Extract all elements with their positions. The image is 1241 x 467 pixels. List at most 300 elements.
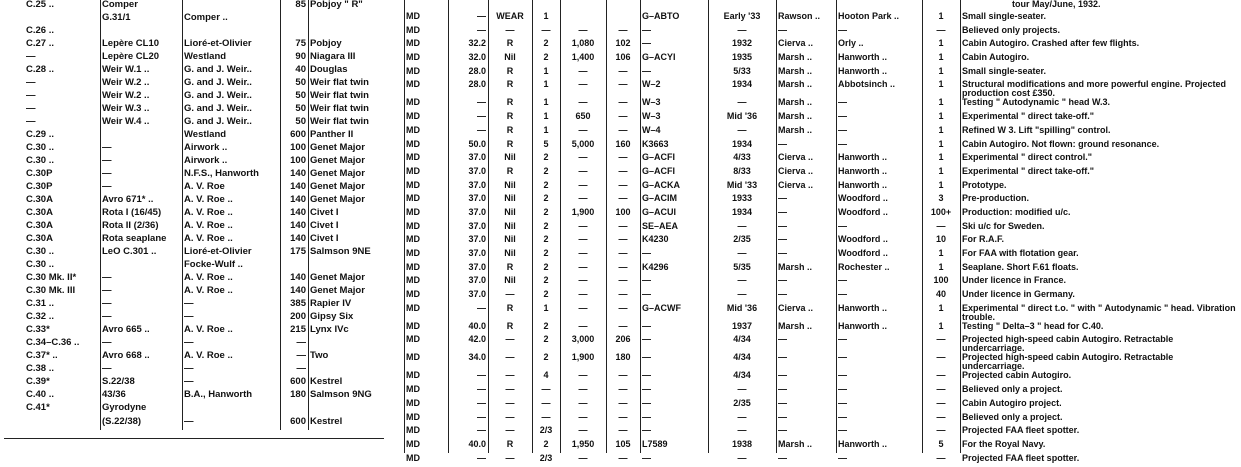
pilot-cell: — bbox=[778, 412, 787, 422]
place-cell: Rochester .. bbox=[838, 262, 890, 272]
engine-cell: Genet Major bbox=[310, 169, 365, 180]
fuel-cell: — bbox=[505, 25, 515, 35]
range-cell: 160 bbox=[615, 139, 631, 149]
range-cell: — bbox=[618, 25, 628, 35]
seats-cell: 5 bbox=[543, 139, 549, 149]
date-cell: — bbox=[737, 25, 747, 35]
diameter-cell: — bbox=[477, 25, 486, 35]
fuel-cell: R bbox=[506, 98, 514, 108]
table-row bbox=[24, 325, 380, 338]
seats-cell: 2 bbox=[543, 180, 549, 190]
pilot-cell: — bbox=[778, 426, 787, 436]
place-cell: — bbox=[838, 98, 847, 108]
column-rule bbox=[448, 0, 449, 453]
remark-cell: Cabin Autogiro project. bbox=[962, 398, 1062, 408]
weight-cell: — bbox=[578, 221, 588, 231]
range-cell: — bbox=[618, 385, 628, 395]
seats-cell: 2 bbox=[543, 235, 549, 245]
diameter-cell: 37.0 bbox=[468, 290, 486, 300]
range-cell: — bbox=[618, 426, 628, 436]
engine-cell: Douglas bbox=[310, 65, 348, 76]
pilot-cell: — bbox=[778, 453, 787, 463]
table-row bbox=[404, 276, 1240, 290]
maker-cell: Lioré-et-Olivier bbox=[184, 39, 252, 50]
number-cell: 1 bbox=[938, 112, 944, 122]
maker-cell bbox=[182, 403, 280, 416]
design-cell: G.31/1 bbox=[102, 13, 131, 24]
hp-cell: 40 bbox=[295, 65, 306, 76]
fuel-cell: Nil bbox=[504, 194, 516, 204]
registration-cell: W–2 bbox=[642, 80, 661, 90]
registration-cell: G–ACYI bbox=[642, 53, 676, 63]
remark-cell: Projected high-speed cabin Autogiro. Retractable undercarriage. bbox=[962, 335, 1174, 354]
column-rule bbox=[532, 0, 533, 453]
number-cell: 3 bbox=[938, 194, 944, 204]
table-row bbox=[404, 454, 1240, 467]
design-cell: — bbox=[102, 156, 112, 167]
fuel-cell: R bbox=[506, 125, 514, 135]
type-cell: C.38 .. bbox=[26, 364, 54, 375]
engine-cell: Weir flat twin bbox=[310, 78, 369, 89]
type-cell bbox=[24, 417, 100, 430]
hp-cell: 600 bbox=[290, 377, 306, 388]
type-cell: C.33* bbox=[26, 325, 50, 336]
diameter-cell: 37.0 bbox=[468, 221, 486, 231]
engine-cell bbox=[308, 364, 380, 377]
registration-cell: — bbox=[642, 249, 651, 258]
registration-cell: — bbox=[642, 453, 651, 463]
remark-cell: Projected FAA fleet spotter. bbox=[962, 453, 1080, 463]
type-cell: C.30 .. bbox=[26, 143, 54, 154]
fuel-cell: — bbox=[505, 426, 515, 436]
range-cell: — bbox=[618, 412, 628, 422]
fuel-cell: R bbox=[506, 439, 514, 449]
place-cell: Hanworth .. bbox=[838, 53, 887, 63]
bottom-rule bbox=[4, 438, 384, 439]
design-cell: — bbox=[102, 312, 112, 323]
type-cell: C.40 .. bbox=[26, 390, 54, 401]
weight-cell: — bbox=[578, 398, 588, 408]
seats-cell: 2 bbox=[543, 353, 549, 363]
number-cell: 1 bbox=[938, 321, 944, 331]
fuel-cell: R bbox=[506, 39, 514, 49]
remark-cell: Experimental " direct take-off." bbox=[962, 112, 1095, 122]
table-row bbox=[24, 403, 380, 416]
seats-cell: 1 bbox=[543, 80, 549, 90]
engine-cell: Weir flat twin bbox=[310, 117, 369, 128]
date-cell: 2/35 bbox=[733, 235, 751, 245]
table-row bbox=[404, 112, 1240, 126]
engine-cell: Salmson 9NG bbox=[310, 390, 372, 401]
table-row bbox=[24, 91, 380, 104]
design-cell: — bbox=[102, 338, 112, 349]
table-row bbox=[24, 39, 380, 52]
diameter-cell: — bbox=[477, 98, 486, 108]
table-row bbox=[404, 263, 1240, 277]
table-row bbox=[24, 143, 380, 156]
hp-cell: 140 bbox=[290, 221, 306, 232]
column-rule bbox=[640, 0, 641, 453]
diameter-cell: — bbox=[477, 398, 486, 408]
diameter-cell: 37.0 bbox=[468, 276, 486, 286]
remark-cell: Believed only a project. bbox=[962, 412, 1063, 422]
engine-cell: Civet I bbox=[310, 234, 339, 245]
column-rule bbox=[922, 0, 923, 453]
range-cell: — bbox=[618, 153, 628, 163]
remark-cell: Projected cabin Autogiro. bbox=[962, 371, 1072, 381]
seats-cell: — bbox=[541, 398, 551, 408]
type-cell: C.41* bbox=[26, 403, 50, 414]
seats-cell: 1 bbox=[543, 66, 549, 76]
maker-cell: Westland bbox=[184, 52, 227, 63]
engine-cell: Salmson 9NE bbox=[310, 247, 371, 258]
fuel-cell: Nil bbox=[504, 249, 516, 258]
hp-cell: — bbox=[296, 351, 306, 362]
date-cell: 5/33 bbox=[733, 66, 751, 76]
design-cell: Lepère CL10 bbox=[102, 39, 160, 50]
hp-cell: 85 bbox=[295, 0, 306, 10]
place-cell: Hanworth .. bbox=[838, 180, 887, 190]
design-cell: LeO C.301 .. bbox=[102, 247, 157, 258]
date-cell: 4/33 bbox=[733, 153, 751, 163]
number-cell: — bbox=[936, 385, 946, 395]
range-cell: — bbox=[618, 398, 628, 408]
design-cell: — bbox=[102, 273, 112, 284]
table-row bbox=[24, 364, 380, 377]
place-cell: Hanworth .. bbox=[838, 166, 887, 176]
date-cell: 8/33 bbox=[733, 166, 751, 176]
weight-cell: — bbox=[578, 453, 588, 463]
place-cell: Hanworth .. bbox=[838, 439, 887, 449]
registration-cell: L7589 bbox=[642, 439, 668, 449]
table-row bbox=[404, 39, 1240, 53]
date-cell: 1934 bbox=[731, 139, 753, 149]
fuel-cell: Nil bbox=[504, 276, 516, 286]
date-cell: — bbox=[737, 125, 747, 135]
weight-cell: — bbox=[578, 194, 588, 204]
weight-cell: — bbox=[578, 235, 588, 245]
engine-cell: Kestrel bbox=[310, 377, 343, 388]
weight-cell: — bbox=[578, 303, 588, 313]
md-cell: MD bbox=[406, 98, 420, 108]
md-cell: MD bbox=[406, 321, 420, 331]
date-cell: — bbox=[737, 385, 747, 395]
diameter-cell: — bbox=[477, 112, 486, 122]
table-row bbox=[24, 13, 380, 26]
design-cell: — bbox=[102, 143, 112, 154]
type-cell: C.32 .. bbox=[26, 312, 54, 323]
hp-cell: 140 bbox=[290, 182, 306, 193]
remark-cell: Small single-seater. bbox=[962, 12, 1047, 21]
maker-cell: G. and J. Weir.. bbox=[184, 65, 252, 76]
pilot-cell: Marsh .. bbox=[778, 66, 813, 76]
pilot-cell: Marsh .. bbox=[778, 112, 813, 122]
remark-cell: Small single-seater. bbox=[962, 66, 1047, 76]
date-cell: 5/35 bbox=[733, 262, 751, 272]
engine-cell: Genet Major bbox=[310, 195, 365, 206]
column-rule bbox=[776, 0, 777, 453]
diameter-cell: — bbox=[477, 453, 486, 463]
weight-cell: — bbox=[578, 166, 588, 176]
maker-cell: — bbox=[184, 312, 194, 323]
md-cell: MD bbox=[406, 53, 420, 63]
column-rule bbox=[404, 0, 405, 453]
weight-cell: 5,000 bbox=[571, 139, 595, 149]
place-cell: — bbox=[838, 221, 847, 231]
fuel-cell: R bbox=[506, 80, 514, 90]
hp-cell: 100 bbox=[290, 143, 306, 154]
design-cell: — bbox=[102, 169, 112, 180]
hp-cell: 140 bbox=[290, 169, 306, 180]
registration-cell: G–ACWF bbox=[642, 303, 681, 313]
hp-cell: 140 bbox=[290, 286, 306, 297]
design-cell: Rota seaplane bbox=[102, 234, 167, 245]
column-rule bbox=[960, 0, 961, 453]
right-table-panel bbox=[404, 0, 1241, 463]
diameter-cell: 37.0 bbox=[468, 207, 486, 217]
range-cell: — bbox=[618, 180, 628, 190]
table-row bbox=[24, 273, 380, 286]
table-row bbox=[404, 249, 1240, 263]
type-cell: C.30 .. bbox=[26, 247, 54, 258]
number-cell: 1 bbox=[938, 249, 944, 258]
place-cell: — bbox=[838, 412, 847, 422]
column-rule bbox=[280, 0, 281, 430]
pilot-cell: Cierva .. bbox=[778, 303, 814, 313]
hp-cell: 385 bbox=[290, 299, 306, 310]
fuel-cell: R bbox=[506, 262, 514, 272]
registration-cell: K4230 bbox=[642, 235, 669, 245]
table-row bbox=[24, 260, 380, 273]
registration-cell: — bbox=[642, 335, 651, 345]
type-cell: C.25 .. bbox=[26, 0, 54, 10]
number-cell: 40 bbox=[935, 290, 946, 300]
pilot-cell: Marsh .. bbox=[778, 125, 813, 135]
range-cell: — bbox=[618, 290, 628, 300]
range-cell: — bbox=[618, 166, 628, 176]
type-cell: C.34–C.36 .. bbox=[26, 338, 80, 349]
hp-cell: 140 bbox=[290, 195, 306, 206]
registration-cell: — bbox=[642, 39, 651, 49]
date-cell: 1937 bbox=[731, 321, 753, 331]
number-cell: 1 bbox=[938, 53, 944, 63]
fuel-cell: R bbox=[506, 66, 514, 76]
range-cell: 100 bbox=[615, 207, 631, 217]
range-cell: — bbox=[618, 125, 628, 135]
type-cell: — bbox=[26, 91, 36, 102]
registration-cell: — bbox=[642, 276, 651, 286]
fuel-cell: Nil bbox=[504, 207, 516, 217]
range-cell: — bbox=[618, 221, 628, 231]
table-row bbox=[24, 286, 380, 299]
hp-cell: — bbox=[296, 338, 306, 349]
number-cell: — bbox=[936, 412, 946, 422]
table-row bbox=[404, 399, 1240, 413]
type-cell: C.30A bbox=[26, 234, 53, 245]
table-row bbox=[24, 351, 380, 364]
place-cell: — bbox=[838, 112, 847, 122]
date-cell: 4/34 bbox=[733, 371, 751, 381]
number-cell: — bbox=[936, 371, 946, 381]
diameter-cell: 34.0 bbox=[468, 353, 486, 363]
maker-cell: A. V. Roe .. bbox=[184, 208, 233, 219]
engine-cell: Lynx IVc bbox=[310, 325, 349, 336]
place-cell: — bbox=[838, 276, 847, 286]
seats-cell: 2 bbox=[543, 439, 549, 449]
type-cell: C.30P bbox=[26, 169, 53, 180]
place-cell: Woodford .. bbox=[838, 194, 888, 204]
type-cell: C.27 .. bbox=[26, 39, 54, 50]
maker-cell bbox=[182, 0, 280, 13]
number-cell: 1 bbox=[938, 66, 944, 76]
registration-cell: — bbox=[642, 398, 651, 408]
hp-cell: 50 bbox=[295, 78, 306, 89]
diameter-cell: — bbox=[477, 303, 486, 313]
weight-cell: 1,950 bbox=[571, 439, 595, 449]
number-cell: 1 bbox=[938, 262, 944, 272]
date-cell: 1934 bbox=[731, 207, 753, 217]
maker-cell: G. and J. Weir.. bbox=[184, 91, 252, 102]
weight-cell: — bbox=[578, 385, 588, 395]
md-cell: MD bbox=[406, 453, 420, 463]
type-cell: C.37* .. bbox=[26, 351, 58, 362]
seats-cell: — bbox=[541, 412, 551, 422]
md-cell: MD bbox=[406, 139, 420, 149]
number-cell: 1 bbox=[938, 12, 944, 21]
table-row bbox=[24, 52, 380, 65]
md-cell: MD bbox=[406, 125, 420, 135]
engine-cell: Gipsy Six bbox=[310, 312, 354, 323]
date-cell: — bbox=[737, 98, 747, 108]
hp-cell: 50 bbox=[295, 91, 306, 102]
hp-cell: 175 bbox=[290, 247, 306, 258]
date-cell: Mid '33 bbox=[726, 180, 758, 190]
pilot-cell: Marsh .. bbox=[778, 262, 813, 272]
fuel-cell: R bbox=[506, 112, 514, 122]
maker-cell bbox=[182, 26, 280, 39]
number-cell: 1 bbox=[938, 139, 944, 149]
fuel-cell: — bbox=[505, 290, 515, 300]
weight-cell: — bbox=[578, 98, 588, 108]
type-cell: C.30 .. bbox=[26, 260, 54, 271]
table-row bbox=[24, 234, 380, 247]
diameter-cell: 37.0 bbox=[468, 194, 486, 204]
table-row bbox=[24, 169, 380, 182]
range-cell: — bbox=[618, 80, 628, 90]
weight-cell: 1,900 bbox=[571, 207, 595, 217]
range-cell: — bbox=[618, 249, 628, 258]
weight-cell: — bbox=[578, 249, 588, 258]
md-cell: MD bbox=[406, 80, 420, 90]
design-cell bbox=[100, 26, 182, 39]
seats-cell: 2 bbox=[543, 262, 549, 272]
table-row bbox=[404, 80, 1240, 98]
weight-cell: — bbox=[578, 412, 588, 422]
remark-cell: Under licence in France. bbox=[962, 276, 1067, 286]
hp-cell: 50 bbox=[295, 104, 306, 115]
registration-cell: W–3 bbox=[642, 98, 661, 108]
type-cell: C.30 Mk. III bbox=[26, 286, 76, 297]
registration-cell: K3663 bbox=[642, 139, 669, 149]
md-cell: MD bbox=[406, 207, 420, 217]
diameter-cell: 50.0 bbox=[468, 139, 486, 149]
diameter-cell: — bbox=[477, 426, 486, 436]
number-cell: — bbox=[936, 25, 946, 35]
engine-cell: Genet Major bbox=[310, 286, 365, 297]
column-rule bbox=[308, 0, 309, 430]
engine-cell bbox=[308, 338, 380, 351]
remark-cell: For R.A.F. bbox=[962, 235, 1004, 245]
weight-cell: — bbox=[578, 25, 588, 35]
fuel-cell: — bbox=[505, 353, 515, 363]
registration-cell: W–3 bbox=[642, 112, 661, 122]
registration-cell: — bbox=[642, 353, 651, 363]
diameter-cell: 37.0 bbox=[468, 166, 486, 176]
maker-cell: — bbox=[184, 377, 194, 388]
hp-cell bbox=[280, 403, 308, 416]
diameter-cell: 40.0 bbox=[468, 439, 486, 449]
maker-cell: B.A., Hanworth bbox=[184, 390, 253, 401]
registration-cell: G–ACFI bbox=[642, 153, 676, 163]
seats-cell: 2 bbox=[543, 194, 549, 204]
diameter-cell: 32.0 bbox=[468, 53, 486, 63]
engine-cell: Weir flat twin bbox=[310, 104, 369, 115]
table-row bbox=[404, 153, 1240, 167]
table-row bbox=[24, 26, 380, 39]
design-cell: Gyrodyne bbox=[102, 403, 147, 414]
design-cell: Comper bbox=[102, 0, 138, 10]
column-rule bbox=[182, 0, 183, 430]
hp-cell bbox=[280, 26, 308, 39]
range-cell: 106 bbox=[615, 53, 631, 63]
hp-cell: 75 bbox=[295, 39, 306, 50]
remark-cell: Seaplane. Short F.61 floats. bbox=[962, 262, 1079, 272]
type-cell: — bbox=[26, 78, 36, 89]
table-row bbox=[404, 26, 1240, 40]
place-cell: Hanworth .. bbox=[838, 321, 887, 331]
fuel-cell: — bbox=[505, 371, 515, 381]
number-cell: — bbox=[936, 453, 946, 463]
number-cell: 10 bbox=[935, 235, 946, 245]
table-row bbox=[404, 140, 1240, 154]
remark-cell: Experimental " direct take-off." bbox=[962, 166, 1095, 176]
left-table-panel bbox=[24, 0, 404, 440]
pilot-cell: Rawson .. bbox=[778, 12, 821, 21]
seats-cell: 2 bbox=[543, 221, 549, 231]
table-row bbox=[404, 413, 1240, 427]
date-cell: — bbox=[737, 453, 747, 463]
hp-cell: 200 bbox=[290, 312, 306, 323]
weight-cell: — bbox=[578, 66, 588, 76]
pilot-cell: Marsh .. bbox=[778, 53, 813, 63]
date-cell: 1935 bbox=[731, 53, 753, 63]
seats-cell: 2 bbox=[543, 39, 549, 49]
engine-cell: Niagara III bbox=[310, 52, 356, 63]
table-row bbox=[404, 126, 1240, 140]
place-cell: Hanworth .. bbox=[838, 66, 887, 76]
diameter-cell: 37.0 bbox=[468, 235, 486, 245]
pilot-cell: Marsh .. bbox=[778, 98, 813, 108]
range-cell bbox=[606, 12, 640, 26]
table-row bbox=[24, 130, 380, 143]
registration-cell: — bbox=[642, 321, 651, 331]
place-cell: — bbox=[838, 426, 847, 436]
md-cell: MD bbox=[406, 290, 420, 300]
number-cell: — bbox=[936, 335, 946, 345]
weight-cell: — bbox=[578, 153, 588, 163]
pilot-cell: — bbox=[778, 371, 787, 381]
range-cell: — bbox=[618, 276, 628, 286]
